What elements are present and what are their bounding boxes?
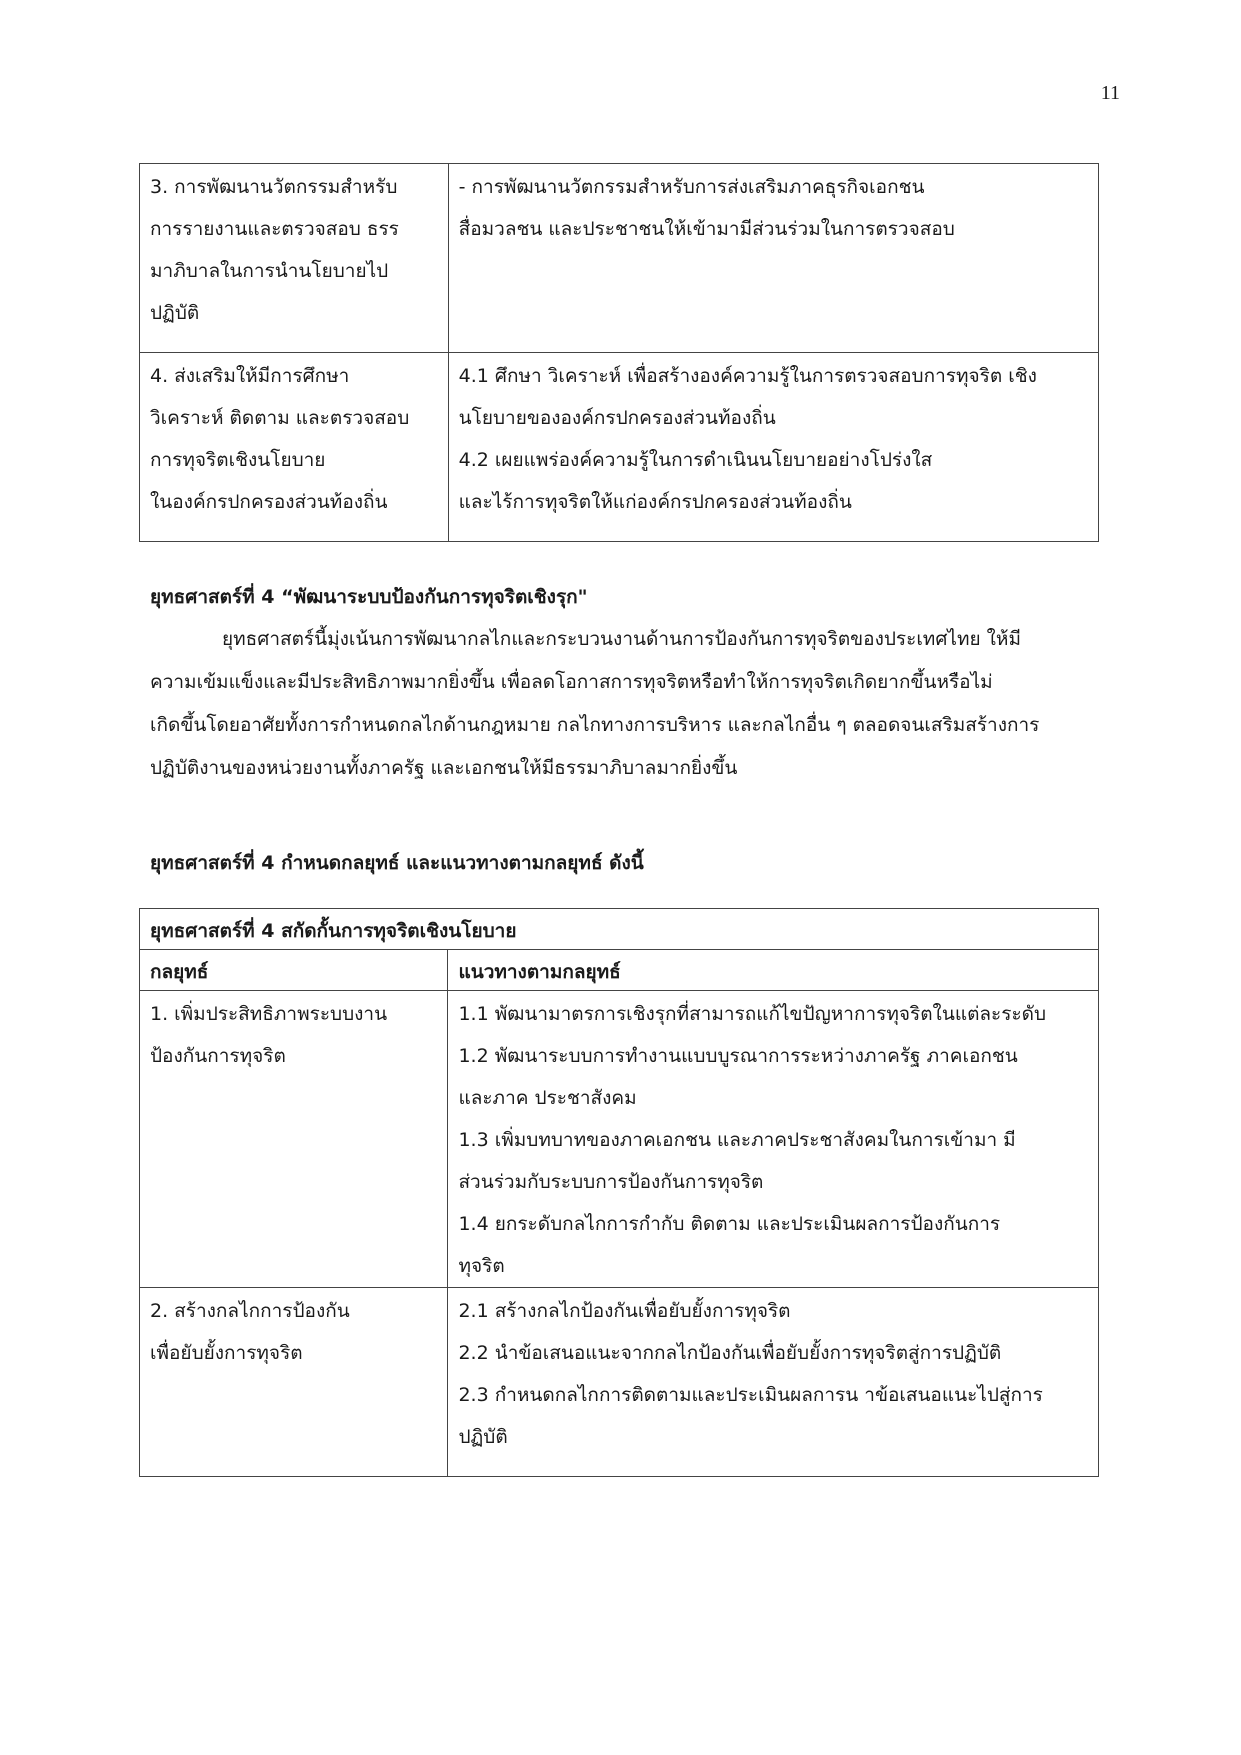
strategy-cell [140, 353, 449, 542]
strategy-cell [140, 1288, 448, 1477]
guideline-cell [448, 353, 1098, 542]
strategy-cell [140, 164, 449, 353]
guideline-text: 1.2 พัฒนาระบบการทำงานแบบบูรณาการระหว่างภาครัฐ ภาคเอกชน [458, 1045, 1018, 1067]
table-row [140, 991, 1099, 1288]
strategy-text: วิเคราะห์ ติดตาม และตรวจสอบ [150, 407, 410, 429]
table-title-row [140, 909, 1099, 950]
table-row [140, 164, 1099, 353]
guideline-text: 2.3 กำหนดกลไกการติดตามและประเมินผลการน าข้อเสนอแนะไปสู่การ [458, 1384, 1043, 1406]
guideline-cell [448, 1288, 1099, 1477]
guideline-text: นโยบายขององค์กรปกครองส่วนท้องถิ่น [458, 407, 776, 429]
paragraph-line: ยุทธศาสตร์นี้มุ่งเน้นการพัฒนากลไกและกระบวนงานด้านการป้องกันการทุจริตของประเทศไทย ให้มี [222, 628, 1021, 650]
paragraph-line: ความเข้มแข็งและมีประสิทธิภาพมากยิ่งขึ้น เพื่อลดโอกาสการทุจริตหรือทำให้การทุจริตเกิดยากขึ้นหรือไม่ [150, 671, 993, 693]
strategy-text: การทุจริตเชิงนโยบาย [150, 449, 326, 471]
guideline-text: ปฏิบัติ [458, 1426, 508, 1448]
page-number: 11 [1100, 82, 1120, 104]
table-header-row [140, 950, 1099, 991]
guideline-text: 1.1 พัฒนามาตรการเชิงรุกที่สามารถแก้ไขปัญหาการทุจริตในแต่ละระดับ [458, 1003, 1047, 1025]
paragraph-line: เกิดขึ้นโดยอาศัยทั้งการกำหนดกลไกด้านกฎหมาย กลไกทางการบริหาร และกลไกอื่น ๆ ตลอดจนเสริมสร้างการ [150, 714, 1040, 736]
guideline-text: และไร้การทุจริตให้แก่องค์กรปกครองส่วนท้องถิ่น [458, 491, 852, 513]
guideline-text: และภาค ประชาสังคม [458, 1087, 637, 1109]
guideline-cell [448, 991, 1099, 1288]
strategy-text: มาภิบาลในการนำนโยบายไป [150, 260, 389, 282]
subsection-title: ยุทธศาสตร์ที่ 4 กำหนดกลยุทธ์ และแนวทางตามกลยุทธ์ ดังนี้ [150, 852, 644, 874]
guideline-text: 2.1 สร้างกลไกป้องกันเพื่อยับยั้งการทุจริต [458, 1300, 791, 1322]
strategy-cell [140, 991, 448, 1288]
guideline-text: ทุจริต [458, 1255, 505, 1277]
table-title: ยุทธศาสตร์ที่ 4 สกัดกั้นการทุจริตเชิงนโยบาย [140, 909, 1099, 950]
strategy-text: ป้องกันการทุจริต [150, 1045, 286, 1067]
guideline-text: สื่อมวลชน และประชาชนให้เข้ามามีส่วนร่วมในการตรวจสอบ [458, 218, 955, 240]
strategy-text: 2. สร้างกลไกการป้องกัน [150, 1300, 350, 1322]
strategy-text: 3. การพัฒนานวัตกรรมสำหรับ [150, 176, 398, 198]
column-header-strategy: กลยุทธ์ [140, 950, 448, 991]
strategy-text: เพื่อยับยั้งการทุจริต [150, 1342, 303, 1364]
guideline-text: 2.2 นำข้อเสนอแนะจากกลไกป้องกันเพื่อยับยั้งการทุจริตสู่การปฏิบัติ [458, 1342, 1002, 1364]
guideline-text: 1.3 เพิ่มบทบาทของภาคเอกชน และภาคประชาสังคมในการเข้ามา มี [458, 1129, 1016, 1151]
guideline-text: 4.1 ศึกษา วิเคราะห์ เพื่อสร้างองค์ความรู้ในการตรวจสอบการทุจริต เชิง [458, 365, 1037, 387]
column-header-guideline: แนวทางตามกลยุทธ์ [448, 950, 1099, 991]
guideline-text: 1.4 ยกระดับกลไกการกำกับ ติดตาม และประเมินผลการป้องกันการ [458, 1213, 1001, 1235]
guideline-text: 4.2 เผยแพร่องค์ความรู้ในการดำเนินนโยบายอย่างโปร่งใส [458, 449, 933, 471]
strategy-table-continued [139, 163, 1099, 542]
paragraph-line: ปฏิบัติงานของหน่วยงานทั้งภาครัฐ และเอกชนให้มีธรรมาภิบาลมากยิ่งขึ้น [150, 757, 738, 779]
strategy-text: การรายงานและตรวจสอบ ธรร [150, 218, 399, 240]
strategy-text: 4. ส่งเสริมให้มีการศึกษา [150, 365, 350, 387]
table-row [140, 1288, 1099, 1477]
guideline-cell [448, 164, 1098, 353]
guideline-text: - การพัฒนานวัตกรรมสำหรับการส่งเสริมภาคธุรกิจเอกชน [458, 176, 925, 198]
strategy-4-table [139, 908, 1099, 1477]
strategy-text: ปฏิบัติ [150, 302, 200, 324]
section-title: ยุทธศาสตร์ที่ 4 “พัฒนาระบบป้องกันการทุจริตเชิงรุก" [150, 586, 588, 608]
strategy-text: ในองค์กรปกครองส่วนท้องถิ่น [150, 491, 388, 513]
section-paragraph [150, 618, 1108, 790]
table-row [140, 353, 1099, 542]
guideline-text: ส่วนร่วมกับระบบการป้องกันการทุจริต [458, 1171, 764, 1193]
strategy-text: 1. เพิ่มประสิทธิภาพระบบงาน [150, 1003, 388, 1025]
